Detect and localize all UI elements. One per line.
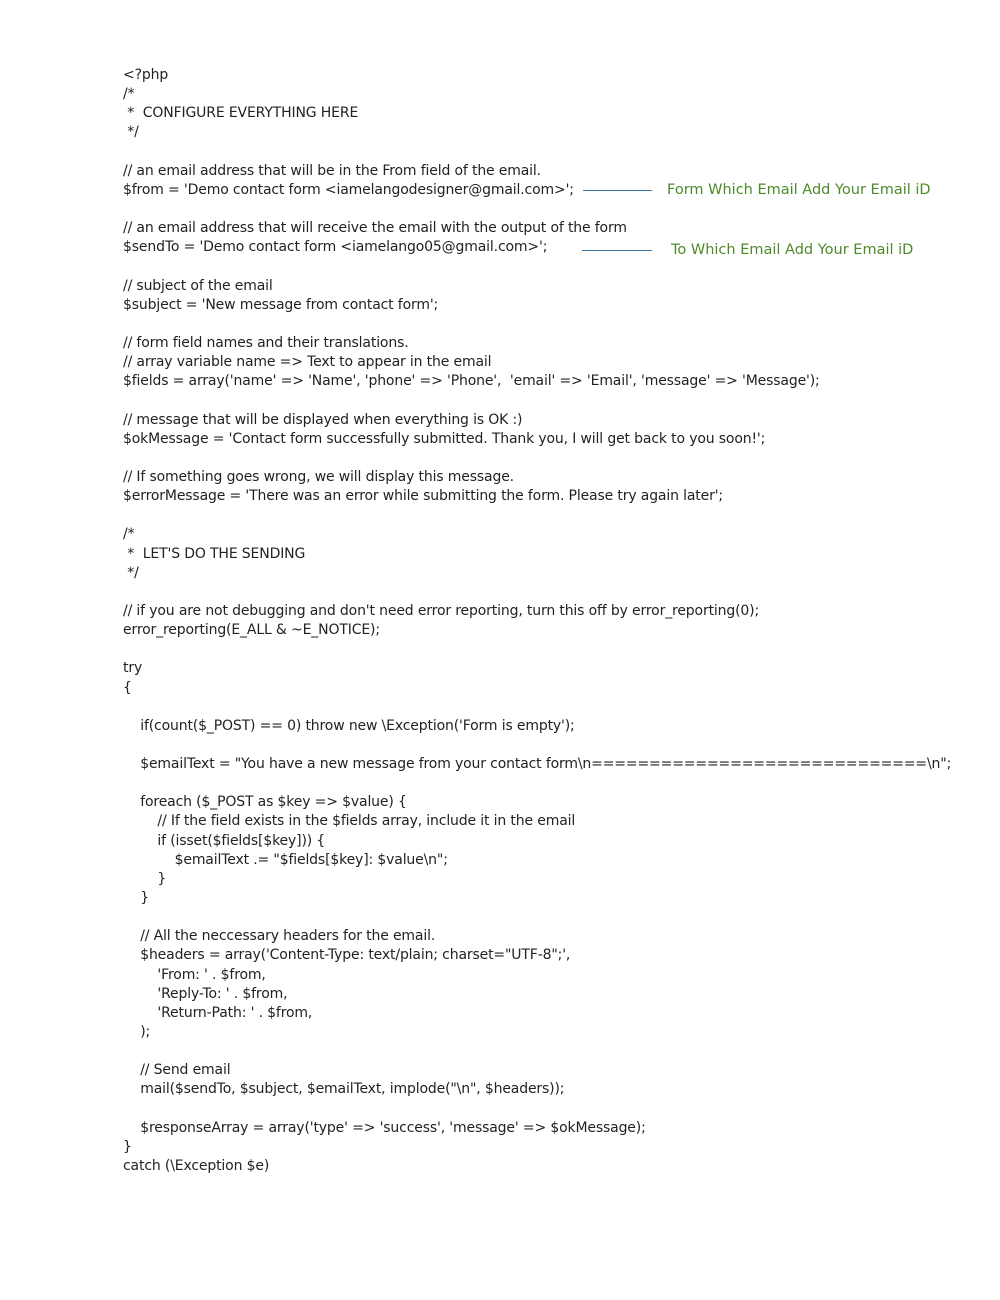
code-line	[123, 640, 963, 659]
php-code-block	[123, 66, 963, 1176]
code-line: /*	[123, 86, 135, 103]
code-line: 'From: ' . $from,	[123, 966, 266, 983]
code-line: $emailText .= "$fields[$key]: $value\n";	[123, 851, 448, 868]
code-line: $from = 'Demo contact form <iamelangodesigner@gmail.com>';	[123, 181, 574, 198]
code-line: // an email address that will receive the email with the output of the form	[123, 220, 627, 237]
annotation-connector-line	[583, 190, 652, 191]
code-line: $fields = array('name' => 'Name', 'phone' => 'Phone', 'email' => 'Email', 'message' => 'Message');	[123, 373, 820, 390]
code-line: error_reporting(E_ALL & ~E_NOTICE);	[123, 622, 380, 639]
code-line: <?php	[123, 67, 169, 83]
code-line: foreach ($_POST as $key => $value) {	[123, 794, 407, 811]
code-line	[123, 698, 963, 717]
code-line: // Send email	[123, 1062, 231, 1079]
code-line: // subject of the email	[123, 277, 273, 294]
code-line: * LET'S DO THE SENDING	[123, 545, 306, 562]
code-line: }	[123, 870, 167, 887]
code-line	[123, 583, 963, 602]
code-line: // if you are not debugging and don't need error reporting, turn this off by error_reporting(0);	[123, 602, 760, 619]
code-line: */	[123, 124, 139, 141]
code-line: $sendTo = 'Demo contact form <iamelango05@gmail.com>';	[123, 239, 548, 256]
code-line: if(count($_POST) == 0) throw new \Exception('Form is empty');	[123, 717, 575, 734]
code-line: // All the neccessary headers for the email.	[123, 928, 436, 945]
code-line	[123, 1042, 963, 1061]
code-line: // If the field exists in the $fields array, include it in the email	[123, 813, 576, 830]
code-line: $emailText = "You have a new message from your contact form\n=============================\n";	[123, 756, 952, 773]
to-email-annotation	[582, 242, 913, 258]
code-line: // an email address that will be in the From field of the email.	[123, 162, 541, 179]
code-line	[123, 391, 963, 410]
code-line	[123, 774, 963, 793]
from-email-note: Form Which Email Add Your Email iD	[667, 182, 931, 198]
code-line	[123, 1100, 963, 1119]
code-line: }	[123, 890, 149, 907]
annotation-connector-line	[582, 250, 652, 251]
code-line: // array variable name => Text to appear in the email	[123, 354, 492, 371]
code-line: * CONFIGURE EVERYTHING HERE	[123, 105, 359, 122]
code-line	[123, 736, 963, 755]
from-email-annotation	[583, 182, 931, 198]
code-line: $responseArray = array('type' => 'success', 'message' => $okMessage);	[123, 1119, 646, 1136]
code-line: 'Reply-To: ' . $from,	[123, 985, 288, 1002]
code-line: $errorMessage = 'There was an error while submitting the form. Please try again later';	[123, 488, 723, 505]
code-line: mail($sendTo, $subject, $emailText, implode("\n", $headers));	[123, 1081, 565, 1098]
code-line: }	[123, 1138, 132, 1155]
code-line: $okMessage = 'Contact form successfully submitted. Thank you, I will get back to you soon!';	[123, 430, 766, 447]
code-line: // message that will be displayed when everything is OK :)	[123, 411, 523, 428]
code-line: // If something goes wrong, we will display this message.	[123, 468, 514, 485]
code-line	[123, 200, 963, 219]
code-line: // form field names and their translations.	[123, 334, 409, 351]
code-line: catch (\Exception $e)	[123, 1158, 270, 1175]
code-line: );	[123, 1024, 151, 1041]
code-line: $headers = array('Content-Type: text/plain; charset="UTF-8";',	[123, 947, 571, 964]
code-line: try	[123, 660, 143, 677]
code-line: {	[123, 679, 132, 696]
code-line: */	[123, 564, 139, 581]
code-line: /*	[123, 526, 135, 543]
code-line	[123, 315, 963, 334]
code-line: if (isset($fields[$key])) {	[123, 832, 326, 849]
code-line: $subject = 'New message from contact form';	[123, 296, 439, 313]
code-line	[123, 908, 963, 927]
code-line	[123, 257, 963, 276]
to-email-note: To Which Email Add Your Email iD	[671, 242, 914, 258]
code-line: 'Return-Path: ' . $from,	[123, 1004, 313, 1021]
code-line	[123, 143, 963, 162]
code-line	[123, 506, 963, 525]
code-line	[123, 449, 963, 468]
